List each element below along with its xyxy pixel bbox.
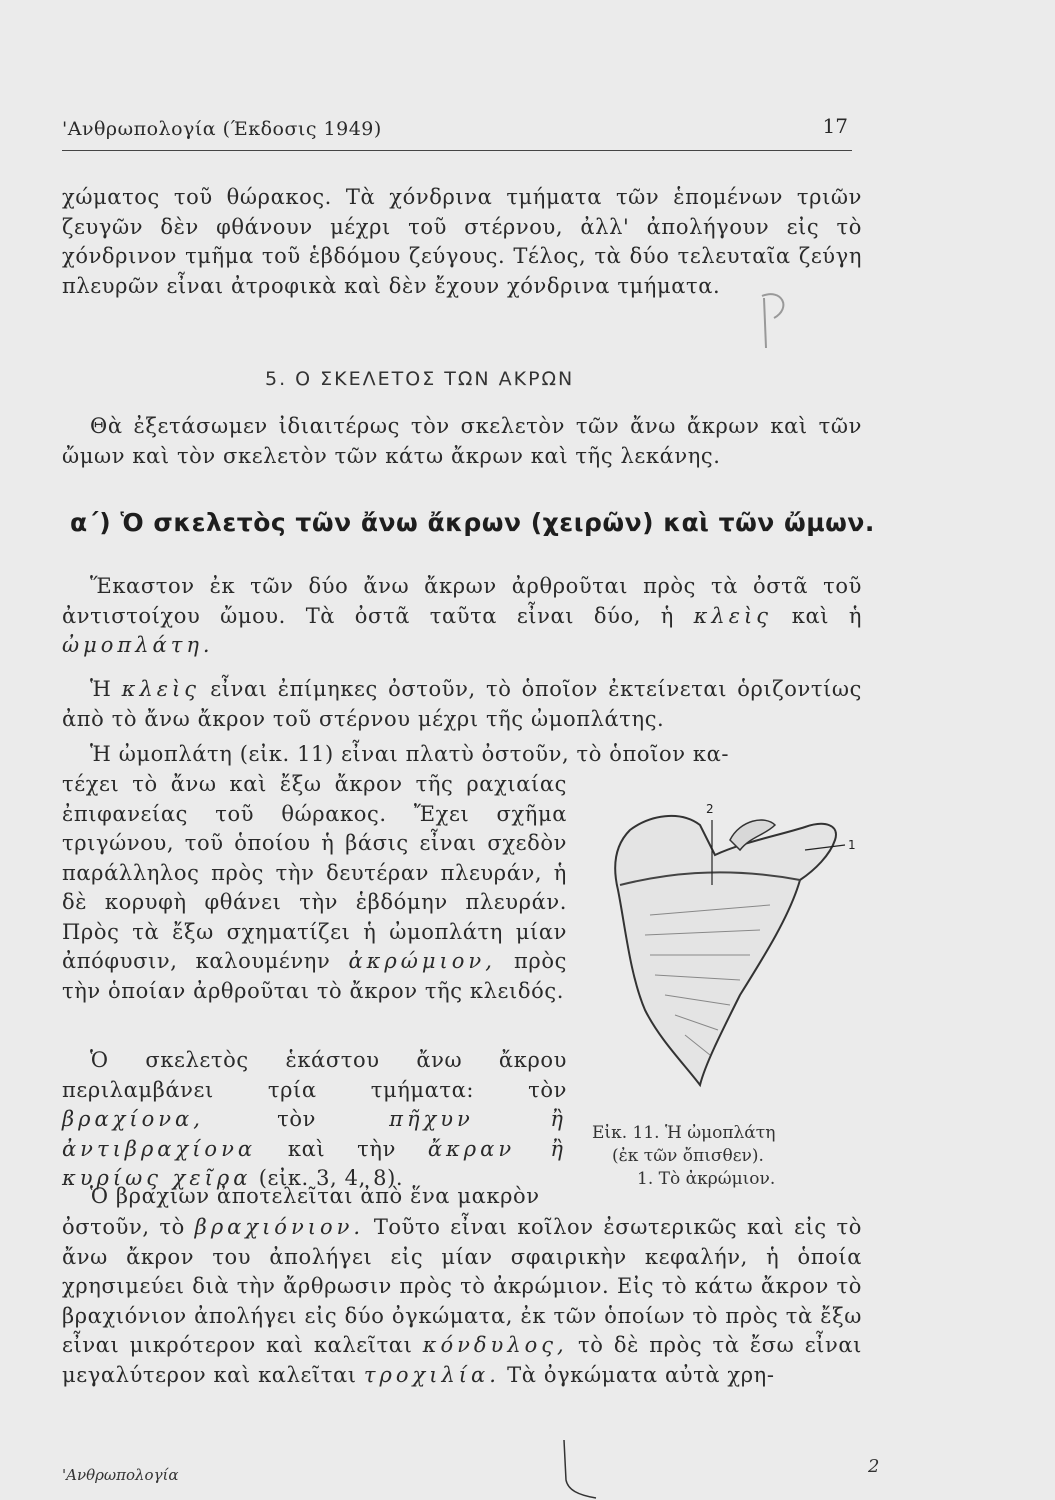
- caption-line-3: 1. Τὸ ἀκρώμιον.: [637, 1169, 776, 1189]
- figure-label-1: 1: [848, 838, 856, 852]
- term-akromion: ἀκρώμιον,: [348, 949, 496, 973]
- p5-text-d: Τὰ ὀγκώματα αὐτὰ χρη-: [507, 1362, 775, 1387]
- term-akran: ἄκραν ἢ κυρίως χεῖρα: [62, 1136, 567, 1190]
- p4-text-d: (εἰκ. 3, 4, 8).: [258, 1166, 404, 1190]
- paragraph-2: [62, 675, 862, 734]
- running-title: 'Ανθρωπολογία (Έκδοσις 1949): [62, 118, 382, 140]
- caption-line-2: (ἐκ τῶν ὄπισθεν).: [612, 1146, 764, 1166]
- scan-mark: [558, 1440, 598, 1500]
- term-pichyn: πῆχυν ἢ ἀντιβραχίονα: [62, 1107, 568, 1161]
- paragraph-3: [62, 770, 567, 1006]
- term-kleis-2: κλεὶς: [121, 677, 201, 701]
- scapula-outline: [615, 816, 836, 1085]
- page-number: 17: [822, 114, 848, 138]
- intro-paragraph: χώματος τοῦ θώρακος. Τὰ χόνδρινα τμήματα τῶν ἑπομένων τριῶν ζευγῶν δὲν φθάνουν μέχρι τοῦ στέρνου, ἀλλ' ἀπολήγουν εἰς τὸ χόνδρινον τμῆμα τοῦ ἑβδόμου ζεύγους. Τέλος, τὰ δύο τελευταῖα ζεύγη πλευρῶν εἶναι ἀτροφικὰ καὶ δὲν ἔχουν χόνδρινα τμήματα.: [62, 185, 862, 298]
- p5-text-b: Τοῦτο εἶναι κοῖλον ἐσωτερικῶς καὶ εἰς τὸ ἄνω ἄκρον του ἀπολήγει εἰς μίαν σφαιρικὴν κεφαλήν, ἡ ὁποία χρησιμεύει διὰ τὴν ἄρθρωσιν πρὸς τὸ ἀκρώμιον. Εἰς τὸ κάτω ἄκρον τὸ βραχιόνιον ἀπολήγει εἰς δύο ὀγκώματα, ἐκ τῶν ὁποίων τὸ πρὸς τὰ ἔξω εἶναι μικρότερον καὶ καλεῖται: [62, 1215, 863, 1357]
- p3-text-a: τέχει τὸ ἄνω καὶ ἔξω ἄκρον τῆς ραχιαίας ἐπιφανείας τοῦ θώρακος. Ἔχει σχῆμα τριγώνου, τοῦ ὁποίου ἡ βάσις εἶναι σχεδὸν παράλληλος πρὸς τὴν δευτέραν πλευράν, ἡ δὲ κορυφὴ φθάνει τὴν ἑβδόμην πλευράν. Πρὸς τὰ ἔξω σχηματίζει ἡ ὠμοπλάτη μίαν ἀπόφυσιν, καλουμένην: [62, 772, 567, 973]
- paragraph-5-first-line: Ὁ βραχίων ἀποτελεῖται ἀπὸ ἕνα μακρὸν: [90, 1184, 540, 1208]
- figure-caption: [592, 1122, 882, 1191]
- footer-signature: 'Ανθρωπολογία: [62, 1466, 179, 1484]
- term-kleis: κλεὶς: [693, 603, 773, 628]
- section-intro: Θὰ ἐξετάσωμεν ἰδιαιτέρως τὸν σκελετὸν τῶν ἄνω ἄκρων καὶ τῶν ὤμων καὶ τὸν σκελετὸν τῶν κάτω ἄκρων καὶ τῆς λεκάνης.: [62, 414, 862, 468]
- p5-text-c: τὸ δὲ πρὸς τὰ ἔσω εἶναι μεγαλύτερον καὶ καλεῖται: [62, 1333, 862, 1387]
- paragraph-5: [62, 1213, 862, 1390]
- pencil-mark: [752, 288, 802, 358]
- p1-text-a: Ἕκαστον ἐκ τῶν δύο ἄνω ἄκρων ἀρθροῦται πρὸς τὰ ὀστᾶ τοῦ ἀντιστοίχου ὤμου. Τὰ ὀστᾶ ταῦτα εἶναι δύο, ἡ: [62, 574, 862, 628]
- p1-text-b: καὶ ἡ: [791, 603, 863, 628]
- term-vrachionion: βραχιόνιον.: [194, 1215, 365, 1239]
- caption-line-1: Εἰκ. 11. Ἡ ὠμοπλάτη: [592, 1123, 776, 1143]
- subheading: α΄) Ὁ σκελετὸς τῶν ἄνω ἄκρων (χειρῶν) καὶ τῶν ὤμων.: [70, 508, 875, 537]
- footer-sheet-number: 2: [868, 1456, 880, 1477]
- p4-text-a: Ὁ σκελετὸς ἑκάστου ἄνω ἄκρου περιλαμβάνει τρία τμήματα: τὸν: [62, 1048, 567, 1102]
- term-kondylos: κόνδυλος,: [422, 1333, 568, 1357]
- running-header: [62, 114, 852, 151]
- term-omoplati: ὠμοπλάτη.: [62, 633, 214, 657]
- term-vrachiona: βραχίονα,: [62, 1107, 204, 1131]
- p4-text-c: καὶ τὴν: [287, 1136, 396, 1161]
- section-heading: 5. Ο ΣΚΕΛΕΤΟΣ ΤΩΝ ΑΚΡΩΝ: [265, 368, 575, 390]
- term-trochilia: τροχιλία.: [363, 1362, 500, 1387]
- p3-text-b: πρὸς τὴν ὁποίαν ἀρθροῦται τὸ ἄκρον τῆς κλειδός.: [62, 949, 567, 1003]
- p2-text-a: Ἡ: [90, 677, 112, 701]
- scapula-figure: [590, 795, 880, 1095]
- paragraph-3-first-line: Ἡ ὠμοπλάτη (εἰκ. 11) εἶναι πλατὺ ὀστοῦν, τὸ ὁποῖον κα-: [90, 742, 730, 766]
- paragraph-1: [62, 572, 862, 661]
- paragraph-4: [62, 1046, 567, 1194]
- p5-text-a: ὀστοῦν, τὸ: [62, 1215, 185, 1239]
- p4-text-b: τὸν: [277, 1107, 316, 1131]
- p2-text-b: εἶναι ἐπίμηκες ὀστοῦν, τὸ ὁποῖον ἐκτείνεται ὁριζοντίως ἀπὸ τὸ ἄνω ἄκρον τοῦ στέρνου μέχρι τῆς ὠμοπλάτης.: [62, 677, 862, 731]
- figure-label-2: 2: [706, 802, 714, 816]
